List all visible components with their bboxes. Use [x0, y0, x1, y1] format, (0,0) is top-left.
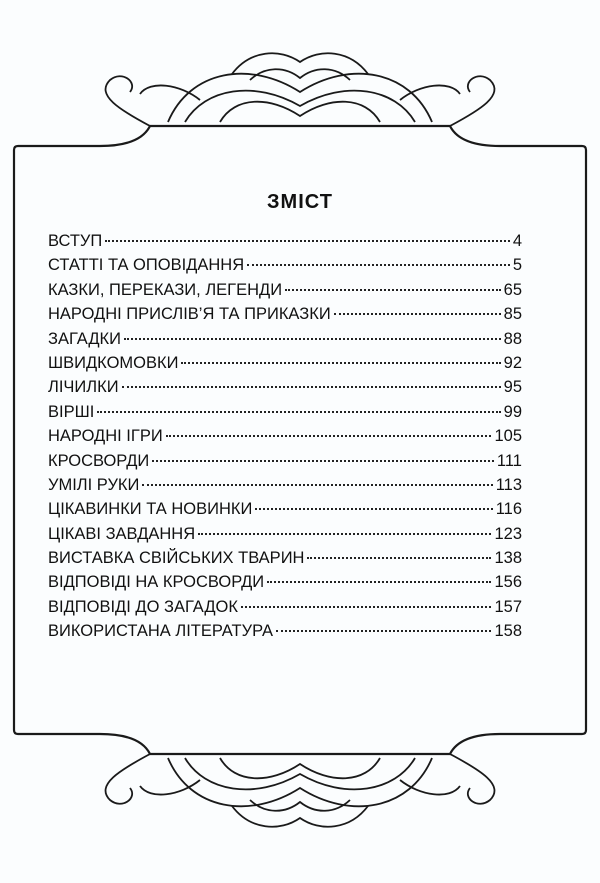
toc-entry-page: 92	[503, 353, 522, 372]
toc-entry-label: ЦІКАВІ ЗАВДАННЯ	[48, 524, 196, 543]
toc-entry-page: 113	[495, 475, 522, 494]
toc-entry-page: 4	[512, 232, 522, 250]
toc-entry-label: ВСТУП	[48, 232, 103, 250]
toc-entry	[48, 522, 522, 546]
toc-entry-page: 85	[503, 305, 522, 324]
toc-entry-label: ВИКОРИСТАНА ЛІТЕРАТУРА	[48, 622, 273, 641]
toc-entry-page: 105	[494, 427, 522, 446]
toc-leader-dots	[166, 435, 492, 437]
toc-entry	[48, 595, 522, 619]
toc-entry-page: 95	[503, 378, 522, 397]
toc-leader-dots	[285, 289, 501, 291]
toc-entry	[48, 473, 522, 497]
toc-entry	[48, 229, 522, 253]
toc-entry-label: УМІЛІ РУКИ	[48, 475, 140, 494]
toc-leader-dots	[124, 338, 501, 340]
toc-entry	[48, 424, 522, 448]
toc-leader-dots	[307, 557, 491, 559]
toc-leader-dots	[334, 313, 501, 315]
toc-leader-dots	[181, 362, 500, 364]
toc-entry-page: 123	[494, 524, 522, 543]
toc-entry	[48, 253, 522, 277]
toc-leader-dots	[247, 264, 510, 266]
toc-entry-page: 158	[494, 622, 522, 641]
toc-entry-label: ШВИДКОМОВКИ	[48, 353, 179, 372]
bottom-ornament	[106, 754, 495, 827]
toc-leader-dots	[97, 411, 500, 413]
toc-entry-label: ВІРШІ	[48, 402, 95, 421]
table-of-contents	[48, 229, 522, 644]
toc-entry	[48, 351, 522, 375]
toc-entry-label: ВІДПОВІДІ ДО ЗАГАДОК	[48, 597, 238, 616]
toc-entry-page: 65	[503, 280, 522, 299]
toc-entry-page: 156	[494, 573, 522, 592]
toc-entry-label: НАРОДНІ ІГРИ	[48, 427, 163, 446]
toc-entry-label: КАЗКИ, ПЕРЕКАЗИ, ЛЕГЕНДИ	[48, 280, 283, 299]
toc-entry-label: НАРОДНІ ПРИСЛІВ’Я ТА ПРИКАЗКИ	[48, 305, 331, 324]
toc-entry	[48, 497, 522, 521]
page-title: ЗМІСТ	[267, 191, 333, 213]
toc-entry-label: ЛІЧИЛКИ	[48, 378, 119, 397]
toc-entry-page: 116	[495, 500, 522, 519]
toc-entry-page: 5	[512, 256, 522, 275]
toc-entry-label: КРОСВОРДИ	[48, 451, 150, 470]
toc-entry	[48, 400, 522, 424]
toc-leader-dots	[122, 386, 501, 388]
toc-leader-dots	[255, 508, 492, 510]
toc-leader-dots	[142, 484, 492, 486]
toc-entry	[48, 302, 522, 326]
toc-entry-label: ВИСТАВКА СВІЙСЬКИХ ТВАРИН	[48, 549, 305, 568]
toc-leader-dots	[105, 240, 510, 242]
toc-leader-dots	[267, 581, 491, 583]
toc-entry	[48, 570, 522, 594]
toc-entry-label: СТАТТІ ТА ОПОВІДАННЯ	[48, 256, 245, 275]
toc-entry	[48, 449, 522, 473]
toc-entry-page: 88	[503, 329, 522, 348]
toc-entry	[48, 375, 522, 399]
toc-leader-dots	[152, 460, 494, 462]
toc-leader-dots	[241, 606, 492, 608]
toc-entry	[48, 278, 522, 302]
top-ornament	[106, 53, 495, 126]
toc-leader-dots	[198, 533, 491, 535]
toc-leader-dots	[276, 630, 491, 632]
toc-entry	[48, 546, 522, 570]
toc-entry-page: 157	[494, 597, 522, 616]
toc-entry	[48, 619, 522, 643]
toc-entry-page: 138	[494, 549, 522, 568]
toc-entry	[48, 327, 522, 351]
toc-entry-label: ЗАГАДКИ	[48, 329, 122, 348]
toc-entry-label: ВІДПОВІДІ НА КРОСВОРДИ	[48, 573, 265, 592]
toc-entry-label: ЦІКАВИНКИ ТА НОВИНКИ	[48, 500, 253, 519]
toc-entry-page: 99	[503, 402, 522, 421]
toc-entry-page: 111	[496, 451, 522, 470]
